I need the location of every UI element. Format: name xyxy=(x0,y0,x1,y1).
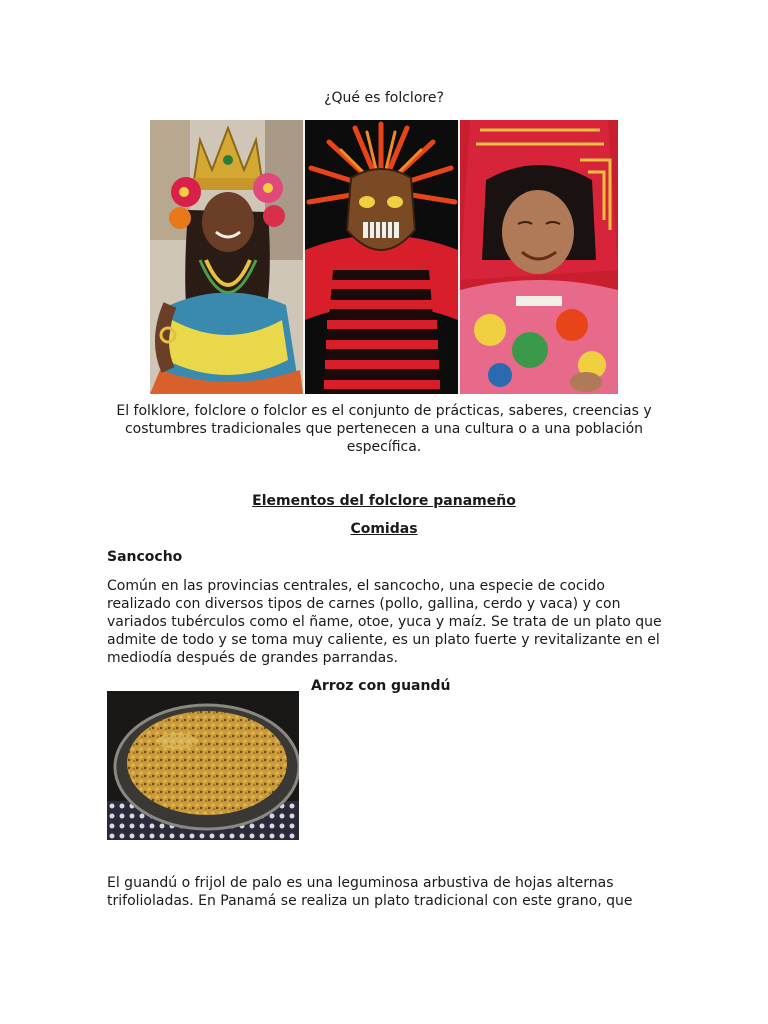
mola-woman-illustration xyxy=(460,120,618,394)
collage-panel-mola-woman xyxy=(460,120,618,394)
arroz-description: El guandú o frijol de palo es una leguminosa arbustiva de hojas alternas trifolioladas. En Panamá se realiza un plato tradicional con este grano, que xyxy=(107,875,633,909)
arroz-heading: Arroz con guandú xyxy=(311,678,451,694)
crowned-woman-illustration xyxy=(150,120,303,394)
devil-mask-illustration xyxy=(305,120,458,394)
sancocho-description: Común en las provincias centrales, el sancocho, una especie de cocido realizado con diversos tipos de carnes (pollo, gallina, cerdo y vaca) y con variados tubérculos como el ñame, otoe, yuca y maíz. Se trata de un plato que admite de todo y se toma muy caliente, es un plato fuerte y revitalizante en el mediodía después de grandes parrandas. xyxy=(107,578,662,666)
section-title: Elementos del folclore panameño xyxy=(252,493,516,509)
page-title: ¿Qué es folclore? xyxy=(324,90,444,106)
section-subtitle: Comidas xyxy=(350,521,418,537)
folklore-definition-caption: El folklore, folclore o folclor es el conjunto de prácticas, saberes, creencias y costumbres tradicionales que pertenecen a una cultura o a una población específica. xyxy=(116,403,652,455)
arroz-con-guandu-photo xyxy=(107,691,299,840)
folklore-collage-image xyxy=(150,120,618,394)
rice-dish-illustration xyxy=(107,691,299,840)
sancocho-heading: Sancocho xyxy=(107,549,183,565)
collage-panel-crowned-woman xyxy=(150,120,303,394)
collage-panel-devil-mask xyxy=(305,120,458,394)
